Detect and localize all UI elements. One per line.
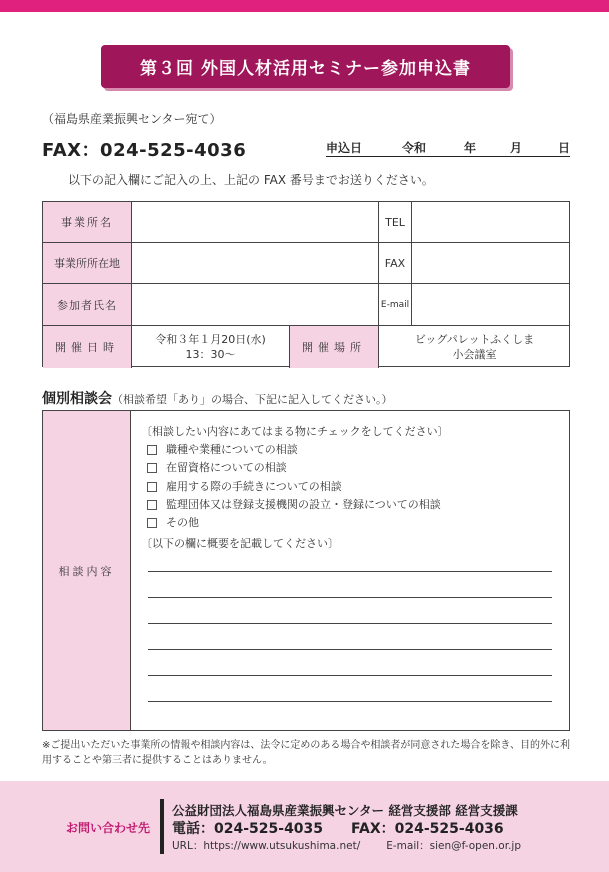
office-name-row — [43, 202, 569, 243]
summary-write-line[interactable] — [148, 701, 552, 702]
checklist-item-label: 雇用する際の手続きについての相談 — [166, 479, 342, 493]
office-address-row — [43, 243, 569, 284]
contact-phone-fax — [172, 818, 504, 838]
participant-label: 参加者氏名 — [43, 284, 131, 325]
event-date-label: 開催日時 — [43, 326, 131, 368]
checklist-item[interactable] — [147, 514, 441, 532]
tel-label: TEL — [385, 215, 405, 229]
checkbox[interactable] — [147, 518, 157, 528]
summary-write-line[interactable] — [148, 571, 552, 572]
consultation-label: 相談内容 — [43, 411, 131, 730]
checkbox[interactable] — [147, 445, 157, 455]
participant-row — [43, 284, 569, 326]
checkbox[interactable] — [147, 463, 157, 473]
event-date-line2: 13：30～ — [185, 348, 236, 361]
email-input[interactable] — [412, 284, 570, 325]
contact-organization: 公益財団法人福島県産業振興センター 経営支援部 経営支援課 — [172, 803, 518, 818]
event-date-line1: 令和３年１月20日(水) — [155, 333, 266, 346]
top-accent-bar — [0, 0, 609, 12]
consultation-intro: 〔相談したい内容にあてはまる物にチェックをしてください〕 — [141, 425, 449, 438]
tel-input[interactable] — [412, 202, 570, 242]
office-name-input[interactable] — [132, 202, 378, 242]
checklist-item[interactable] — [147, 496, 441, 514]
email-label: E-mail — [380, 299, 410, 310]
event-info-row — [43, 326, 569, 368]
fax-number-heading: FAX：024-525-4036 — [42, 140, 247, 161]
office-name-label: 事業所名 — [43, 202, 131, 242]
addressee-text: （福島県産業振興センター宛て） — [42, 112, 222, 126]
checkbox[interactable] — [147, 500, 157, 510]
event-venue-label: 開催場所 — [290, 326, 378, 368]
apply-date-label: 申込日 — [326, 141, 363, 155]
contact-footer — [0, 781, 609, 872]
page-title: 第３回 外国人材活用セミナー参加申込書 — [101, 45, 510, 88]
footer-divider — [160, 799, 164, 854]
apply-date-year: 年 — [464, 141, 477, 155]
apply-date-era: 令和 — [402, 141, 427, 155]
instruction-text: 以下の記入欄にご記入の上、上記の FAX 番号までお送りください。 — [68, 173, 434, 187]
summary-write-line[interactable] — [148, 597, 552, 598]
contact-label: お問い合わせ先 — [66, 821, 151, 835]
apply-date-day: 日 — [558, 141, 571, 155]
office-address-input[interactable] — [132, 243, 378, 283]
participant-input[interactable] — [132, 284, 378, 325]
summary-write-line[interactable] — [148, 675, 552, 676]
checklist-item-label: 在留資格についての相談 — [166, 461, 287, 475]
application-form-table — [42, 201, 570, 367]
consultation-heading-note: （相談希望「あり」の場合、下記に記入してください。） — [112, 393, 393, 406]
privacy-disclaimer: ※ご提出いただいた事業所の情報や相談内容は、法令に定めのある場合や相談者が同意された場合を除き、目的外に利用することや第三者に提供することはありません。 — [42, 740, 570, 766]
contact-fax: FAX：024-525-4036 — [351, 821, 504, 837]
fax-label: FAX — [384, 256, 406, 270]
office-address-label: 事業所所在地 — [43, 243, 131, 283]
event-venue-line2: 小会議室 — [452, 348, 497, 361]
checklist-item[interactable] — [147, 478, 441, 496]
contact-email[interactable]: E-mail：sien@f-open.or.jp — [386, 840, 522, 852]
contact-web — [172, 838, 521, 853]
apply-date-field[interactable] — [326, 139, 570, 157]
consultation-box — [42, 410, 570, 731]
contact-phone: 電話：024-525-4035 — [172, 821, 324, 837]
consultation-summary-prompt: 〔以下の欄に概要を記載してください〕 — [141, 537, 339, 550]
checklist-item-label: その他 — [166, 516, 199, 530]
consultation-checklist — [147, 441, 441, 532]
contact-url[interactable]: URL：https://www.utsukushima.net/ — [172, 840, 361, 852]
summary-write-line[interactable] — [148, 649, 552, 650]
consultation-heading — [42, 388, 393, 408]
checkbox[interactable] — [147, 482, 157, 492]
consultation-heading-title: 個別相談会 — [42, 391, 112, 407]
checklist-item-label: 監理団体又は登録支援機関の設立・登録についての相談 — [166, 498, 441, 512]
event-venue-value — [379, 326, 570, 368]
apply-date-month: 月 — [510, 141, 523, 155]
checklist-item[interactable] — [147, 459, 441, 477]
checklist-item[interactable] — [147, 441, 441, 459]
event-date-value — [132, 326, 289, 368]
fax-input[interactable] — [412, 243, 570, 283]
event-venue-line1: ビッグパレットふくしま — [414, 333, 535, 346]
summary-write-line[interactable] — [148, 623, 552, 624]
checklist-item-label: 職種や業種についての相談 — [166, 443, 298, 457]
